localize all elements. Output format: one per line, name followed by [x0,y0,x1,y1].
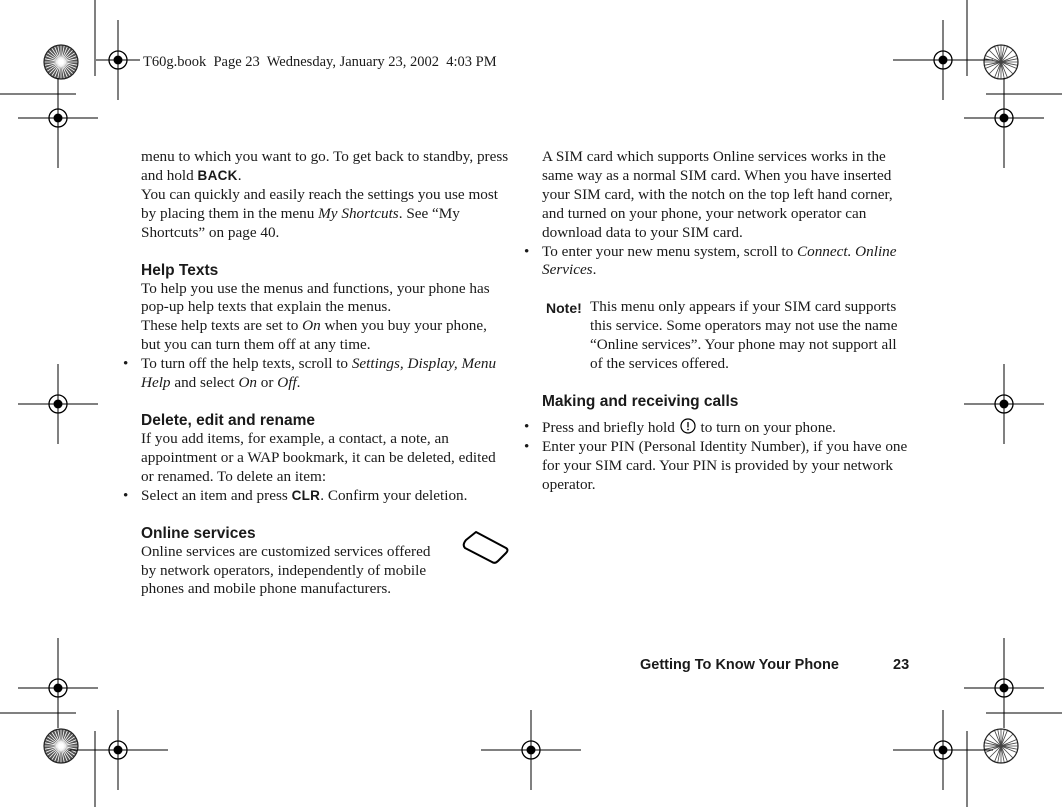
paragraph-help-1: To help you use the menus and functions, your phone has pop-up help texts that explain the menus. [141,279,490,316]
bullet-enter-menu: • To enter your new menu system, scroll to Connect. Online Services. [524,242,897,279]
heading-online-services: Online services [141,524,256,542]
paragraph-standby: menu to which you want to go. To get back to standby, press and hold BACK. [141,148,509,184]
bullet-power-on: • Press and briefly hold to turn on your phone. [524,417,836,436]
paragraph-delete: If you add items, for example, a contact, a note, an appointment or a WAP bookmark, it can be deleted, edited or renamed. To delete an item: [141,429,496,485]
note-box [542,298,912,374]
paragraph-help-2: These help texts are set to On when you buy your phone, but you can turn them off at any time. [141,317,487,354]
paragraph-shortcuts: You can quickly and easily reach the settings you use most by placing them in the menu My Shortcuts. See “My Shortcuts” on page 40. [141,185,498,241]
heading-help-texts: Help Texts [141,261,219,279]
bullet-mark: • [123,355,129,373]
note-text: This menu only appears if your SIM card supports this service. Some operators may not use the name “Online services”. Your phone may not support all of the services offered. [590,298,898,373]
bullet-enter-pin: • Enter your PIN (Personal Identity Number), if you have one for your SIM card. Your PIN is provided by your network operator. [524,437,908,493]
key-back: BACK [197,167,238,183]
print-header-stamp: T60g.book Page 23 Wednesday, January 23, 2002 4:03 PM [143,54,497,70]
bullet-mark: • [123,486,129,504]
paragraph-sim-card: A SIM card which supports Online services works in the same way as a normal SIM card. When you have inserted your SIM card, with the notch on the top left hand corner, and turned on your phone, your network operator can download data to your SIM card. [542,148,893,241]
footer-chapter-title: Getting To Know Your Phone [640,657,839,673]
heading-delete-edit-rename: Delete, edit and rename [141,411,316,429]
left-column [123,148,509,599]
bullet-mark: • [524,242,530,260]
bullet-mark: • [524,437,530,455]
paragraph-online: Online services are customized services offered by network operators, independently of mobile phones and mobile phone manufacturers. [141,542,431,598]
bullet-help-off: • To turn off the help texts, scroll to Settings, Display, Menu Help and select On or Off. [123,355,497,392]
sim-card-icon [462,528,510,566]
key-clr: CLR [291,487,321,503]
footer-page-number: 23 [893,657,910,673]
note-label: Note! [546,300,582,317]
bullet-delete-item: • Select an item and press CLR. Confirm your deletion. [123,486,468,504]
heading-making-calls: Making and receiving calls [542,392,739,410]
right-column [524,148,912,495]
power-key-icon [679,418,697,434]
bullet-mark: • [524,417,530,435]
